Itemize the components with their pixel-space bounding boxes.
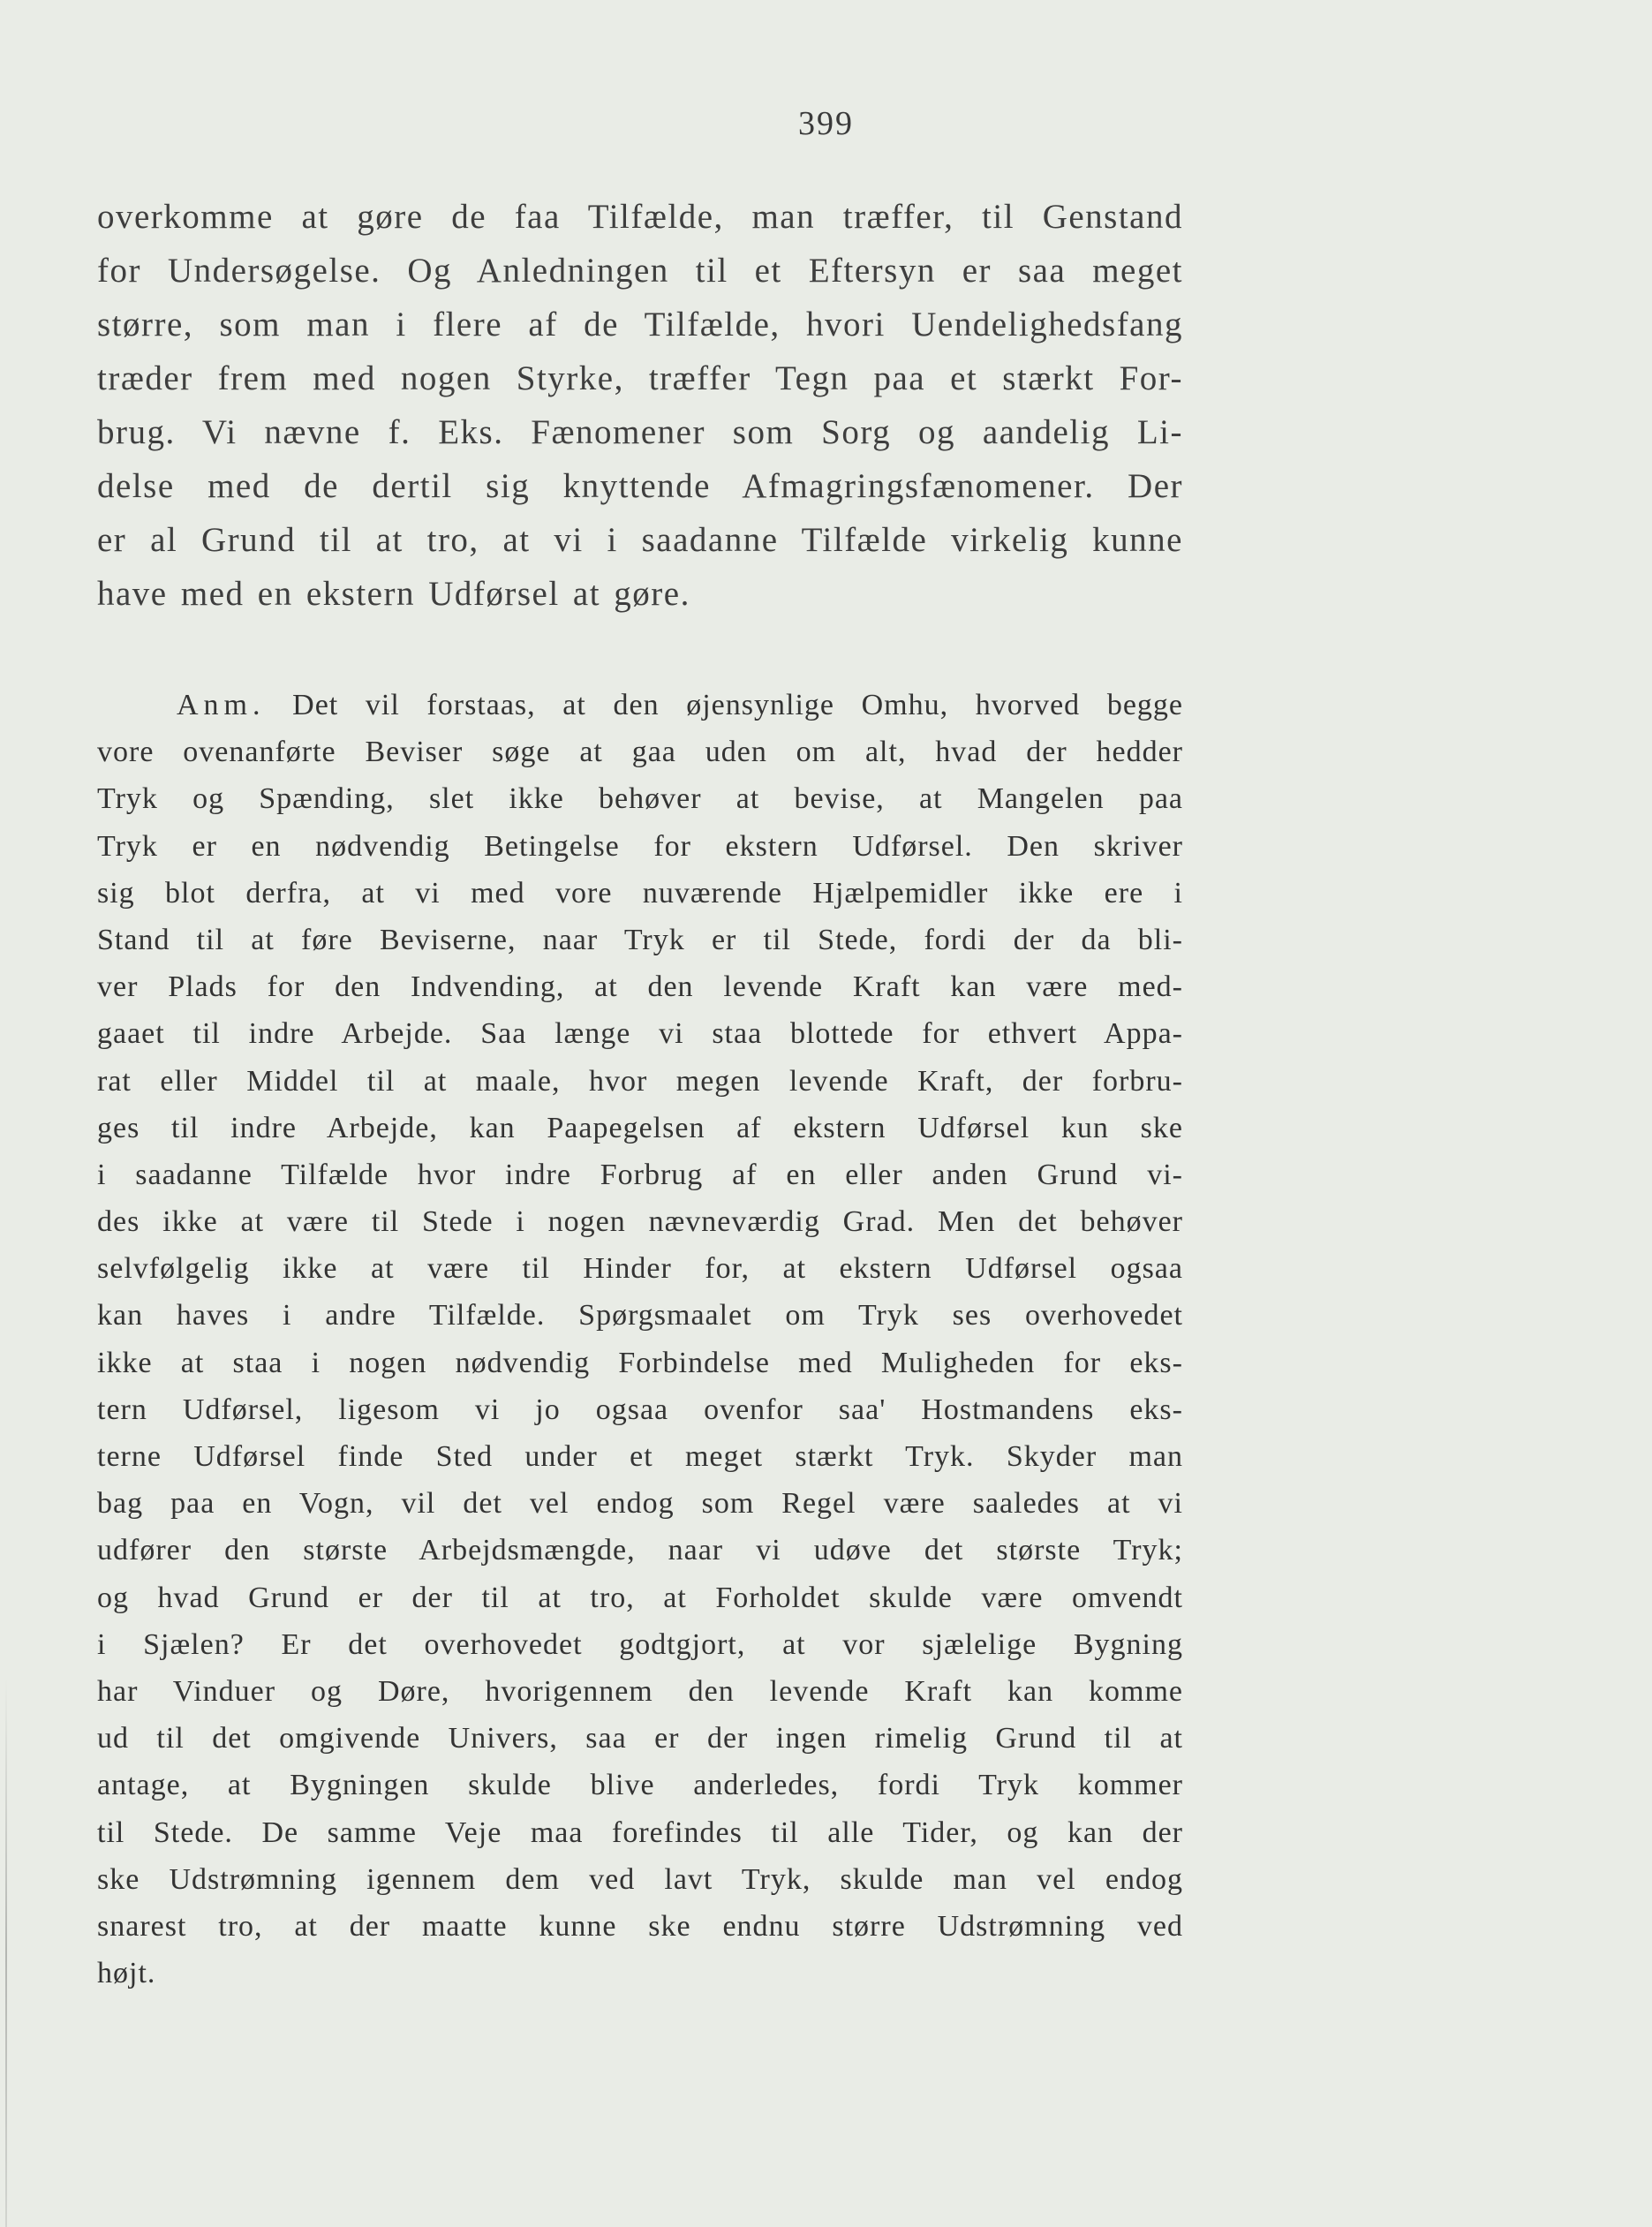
note-label: Anm. [177, 689, 266, 721]
text-line: er al Grund til at tro, at vi i saadanne Tilfælde virkelig kunne [97, 521, 1183, 559]
note-line: terne Udførsel finde Sted under et meget stærkt Tryk. Skyder man [97, 1440, 1183, 1473]
note-line: snarest tro, at der maatte kunne ske endnu større Udstrømning ved [97, 1909, 1183, 1943]
main-paragraph [97, 190, 1183, 621]
note-line: ud til det omgivende Univers, saa er der ingen rimelig Grund til at [97, 1722, 1183, 1755]
note-line: Tryk er en nødvendig Betingelse for ekstern Udførsel. Den skriver [97, 829, 1183, 863]
note-line: rat eller Middel til at maale, hvor megen levende Kraft, der forbru- [97, 1064, 1183, 1098]
note-paragraph [97, 682, 1183, 1997]
note-line: selvfølgelig ikke at være til Hinder for, at ekstern Udførsel ogsaa [97, 1252, 1183, 1286]
note-line: i Sjælen? Er det overhovedet godtgjort, at vor sjælelige Bygning [97, 1627, 1183, 1661]
text-line: have med en ekstern Udførsel at gøre. [97, 575, 690, 613]
note-line: des ikke at være til Stede i nogen nævneværdig Grad. Men det behøver [97, 1205, 1183, 1239]
note-line: vore ovenanførte Beviser søge at gaa uden om alt, hvad der hedder [97, 736, 1183, 769]
note-line: Tryk og Spænding, slet ikke behøver at bevise, at Mangelen paa [97, 782, 1183, 816]
page-number: 399 [798, 105, 854, 142]
text-line: for Undersøgelse. Og Anledningen til et Eftersyn er saa meget [97, 252, 1183, 290]
text-line: større, som man i flere af de Tilfælde, hvori Uendelighedsfang [97, 306, 1183, 343]
note-line: tern Udførsel, ligesom vi jo ogsaa ovenfor saa' Hostmandens eks- [97, 1393, 1183, 1426]
text-line: delse med de dertil sig knyttende Afmagringsfænomener. Der [97, 467, 1183, 505]
note-line: ver Plads for den Indvending, at den levende Kraft kan være med- [97, 970, 1183, 1004]
note-line: udfører den største Arbejdsmængde, naar vi udøve det største Tryk; [97, 1534, 1183, 1567]
note-line: sig blot derfra, at vi med vore nuværende Hjælpemidler ikke ere i [97, 876, 1183, 910]
note-line: i saadanne Tilfælde hvor indre Forbrug af en eller anden Grund vi- [97, 1158, 1183, 1191]
note-line: antage, at Bygningen skulde blive anderledes, fordi Tryk kommer [97, 1769, 1183, 1802]
note-line: ikke at staa i nogen nødvendig Forbindelse med Muligheden for eks- [97, 1346, 1183, 1379]
note-first-line-text: Det vil forstaas, at den øjensynlige Omhu, hvorved begge [292, 689, 1184, 721]
note-line: har Vinduer og Døre, hvorigennem den levende Kraft kan komme [97, 1674, 1183, 1708]
note-first-line [97, 682, 1183, 728]
note-line: kan haves i andre Tilfælde. Spørgsmaalet om Tryk ses overhovedet [97, 1299, 1183, 1332]
note-line: bag paa en Vogn, vil det vel endog som Regel være saaledes at vi [97, 1487, 1183, 1521]
note-line: gaaet til indre Arbejde. Saa længe vi staa blottede for ethvert Appa- [97, 1017, 1183, 1051]
note-line: højt. [97, 1957, 156, 1990]
note-line: til Stede. De samme Veje maa forefindes til alle Tider, og kan der [97, 1816, 1183, 1849]
page-edge-shadow [5, 1678, 7, 2227]
text-line: overkomme at gøre de faa Tilfælde, man træffer, til Genstand [97, 198, 1183, 236]
note-line: og hvad Grund er der til at tro, at Forholdet skulde være omvendt [97, 1581, 1183, 1614]
text-line: træder frem med nogen Styrke, træffer Tegn paa et stærkt For- [97, 359, 1183, 397]
note-line: ske Udstrømning igennem dem ved lavt Tryk, skulde man vel endog [97, 1862, 1183, 1896]
note-line: Stand til at føre Beviserne, naar Tryk er til Stede, fordi der da bli- [97, 923, 1183, 956]
note-line: ges til indre Arbejde, kan Paapegelsen af ekstern Udførsel kun ske [97, 1111, 1183, 1144]
text-line: brug. Vi nævne f. Eks. Fænomener som Sorg og aandelig Li- [97, 413, 1183, 451]
